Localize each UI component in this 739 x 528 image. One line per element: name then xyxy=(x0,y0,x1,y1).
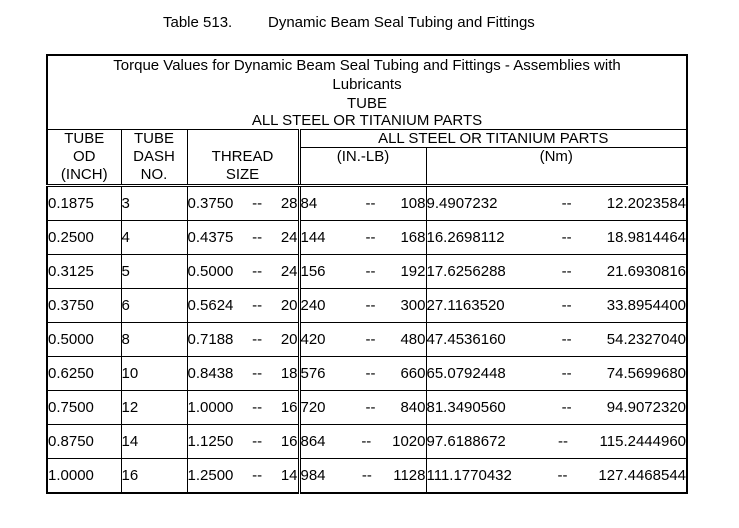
separator: -- xyxy=(361,433,372,450)
cell-tube-od: 0.1875 xyxy=(47,186,121,221)
col-tube-dash-line3: NO. xyxy=(140,166,168,183)
cell-inlb xyxy=(299,391,426,425)
col-thread-line2: SIZE xyxy=(225,166,260,183)
cell-thread-size xyxy=(187,459,299,494)
torque-table xyxy=(46,54,688,494)
thread-pitch: 28 xyxy=(280,195,298,212)
header-line-4: ALL STEEL OR TITANIUM PARTS xyxy=(251,112,483,129)
nm-max: 18.9814464 xyxy=(606,229,687,246)
separator: -- xyxy=(252,433,263,450)
separator: -- xyxy=(561,331,572,348)
nm-max: 127.4468544 xyxy=(598,467,687,484)
cell-thread-size xyxy=(187,425,299,459)
cell-thread-size xyxy=(187,391,299,425)
cell-inlb xyxy=(299,425,426,459)
cell-tube-dash: 14 xyxy=(121,425,187,459)
col-tube-od-line2: OD xyxy=(73,148,96,165)
cell-thread-size xyxy=(187,255,299,289)
nm-min: 17.6256288 xyxy=(426,263,506,280)
thread-diameter: 1.1250 xyxy=(187,433,234,450)
nm-max: 74.5699680 xyxy=(606,365,687,382)
nm-min: 81.3490560 xyxy=(426,399,506,416)
nm-min: 97.6188672 xyxy=(426,433,506,450)
cell-tube-dash: 12 xyxy=(121,391,187,425)
col-tube-dash-line1: TUBE xyxy=(133,130,174,147)
col-tube-od-line3: (INCH) xyxy=(60,166,108,183)
inlb-max: 1020 xyxy=(392,433,426,450)
thread-pitch: 24 xyxy=(280,229,298,246)
cell-tube-od: 0.6250 xyxy=(47,357,121,391)
thread-diameter: 1.0000 xyxy=(187,399,234,416)
inlb-min: 420 xyxy=(300,331,326,348)
cell-nm xyxy=(426,221,687,255)
thread-diameter: 0.3750 xyxy=(187,195,234,212)
thread-pitch: 20 xyxy=(280,331,298,348)
table-row xyxy=(47,391,687,425)
separator: -- xyxy=(561,263,572,280)
header-line-2: Lubricants xyxy=(332,76,402,93)
separator: -- xyxy=(561,365,572,382)
header-line-1: Torque Values for Dynamic Beam Seal Tubing and Fittings - Assemblies with xyxy=(113,57,621,74)
separator: -- xyxy=(557,467,568,484)
thread-pitch: 16 xyxy=(280,433,298,450)
inlb-max: 840 xyxy=(400,399,426,416)
inlb-max: 480 xyxy=(400,331,426,348)
thread-pitch: 18 xyxy=(280,365,298,382)
cell-nm xyxy=(426,323,687,357)
table-row xyxy=(47,186,687,221)
separator: -- xyxy=(252,331,263,348)
cell-tube-dash: 3 xyxy=(121,186,187,221)
cell-inlb xyxy=(299,255,426,289)
nm-min: 111.1770432 xyxy=(426,467,512,484)
table-row xyxy=(47,221,687,255)
cell-inlb xyxy=(299,323,426,357)
table-row xyxy=(47,323,687,357)
separator: -- xyxy=(365,195,376,212)
col-thread-line1: THREAD xyxy=(211,148,274,165)
thread-pitch: 20 xyxy=(280,297,298,314)
nm-max: 21.6930816 xyxy=(606,263,687,280)
col-tube-dash-line2: DASH xyxy=(133,148,175,165)
cell-inlb xyxy=(299,221,426,255)
separator: -- xyxy=(365,297,376,314)
separator: -- xyxy=(252,263,263,280)
cell-tube-od: 0.3125 xyxy=(47,255,121,289)
cell-tube-dash: 8 xyxy=(121,323,187,357)
inlb-max: 168 xyxy=(400,229,426,246)
cell-tube-od: 0.7500 xyxy=(47,391,121,425)
header-line-3: TUBE xyxy=(347,95,388,112)
thread-diameter: 0.4375 xyxy=(187,229,234,246)
inlb-min: 156 xyxy=(300,263,326,280)
separator: -- xyxy=(365,331,376,348)
separator: -- xyxy=(561,195,572,212)
cell-nm xyxy=(426,425,687,459)
inlb-max: 300 xyxy=(400,297,426,314)
thread-pitch: 24 xyxy=(280,263,298,280)
cell-thread-size xyxy=(187,289,299,323)
nm-max: 94.9072320 xyxy=(606,399,687,416)
col-tube-od xyxy=(47,130,121,186)
inlb-max: 1128 xyxy=(393,467,426,484)
cell-tube-od: 0.2500 xyxy=(47,221,121,255)
cell-nm xyxy=(426,459,687,494)
separator: -- xyxy=(252,229,263,246)
inlb-min: 984 xyxy=(300,467,326,484)
nm-max: 115.2444960 xyxy=(599,433,687,450)
inlb-max: 192 xyxy=(400,263,426,280)
cell-nm xyxy=(426,289,687,323)
cell-thread-size xyxy=(187,357,299,391)
thread-pitch: 16 xyxy=(280,399,298,416)
nm-min: 47.4536160 xyxy=(426,331,506,348)
col-group-steel: ALL STEEL OR TITANIUM PARTS xyxy=(299,130,687,148)
cell-inlb xyxy=(299,357,426,391)
inlb-min: 864 xyxy=(300,433,326,450)
cell-tube-od: 0.5000 xyxy=(47,323,121,357)
separator: -- xyxy=(365,399,376,416)
col-tube-od-line1: TUBE xyxy=(64,130,105,147)
cell-tube-dash: 5 xyxy=(121,255,187,289)
cell-nm xyxy=(426,255,687,289)
cell-tube-dash: 4 xyxy=(121,221,187,255)
separator: -- xyxy=(252,297,263,314)
separator: -- xyxy=(252,399,263,416)
thread-diameter: 0.7188 xyxy=(187,331,234,348)
nm-min: 16.2698112 xyxy=(426,229,505,246)
cell-nm xyxy=(426,357,687,391)
table-row xyxy=(47,289,687,323)
nm-max: 54.2327040 xyxy=(606,331,687,348)
nm-max: 33.8954400 xyxy=(606,297,687,314)
inlb-min: 240 xyxy=(300,297,326,314)
table-row xyxy=(47,459,687,494)
separator: -- xyxy=(361,467,372,484)
inlb-min: 84 xyxy=(300,195,318,212)
cell-tube-dash: 6 xyxy=(121,289,187,323)
cell-thread-size xyxy=(187,221,299,255)
cell-tube-od: 0.8750 xyxy=(47,425,121,459)
cell-tube-od: 0.3750 xyxy=(47,289,121,323)
cell-thread-size xyxy=(187,186,299,221)
cell-inlb xyxy=(299,289,426,323)
thread-diameter: 0.5000 xyxy=(187,263,234,280)
separator: -- xyxy=(365,229,376,246)
col-nm: (Nm) xyxy=(426,148,687,186)
col-inlb: (IN.-LB) xyxy=(299,148,426,186)
separator: -- xyxy=(561,297,572,314)
table-number: Table 513. xyxy=(163,14,233,31)
cell-inlb xyxy=(299,186,426,221)
thread-diameter: 1.2500 xyxy=(187,467,234,484)
cell-tube-dash: 16 xyxy=(121,459,187,494)
inlb-max: 660 xyxy=(400,365,426,382)
inlb-max: 108 xyxy=(400,195,426,212)
table-header xyxy=(47,55,687,130)
separator: -- xyxy=(558,433,569,450)
separator: -- xyxy=(252,195,263,212)
table-title: Dynamic Beam Seal Tubing and Fittings xyxy=(268,14,535,31)
separator: -- xyxy=(252,365,263,382)
thread-diameter: 0.5624 xyxy=(187,297,234,314)
table-row xyxy=(47,255,687,289)
separator: -- xyxy=(252,467,263,484)
cell-nm xyxy=(426,391,687,425)
cell-tube-od: 1.0000 xyxy=(47,459,121,494)
inlb-min: 144 xyxy=(300,229,326,246)
inlb-min: 576 xyxy=(300,365,326,382)
nm-min: 27.1163520 xyxy=(426,297,505,314)
cell-tube-dash: 10 xyxy=(121,357,187,391)
thread-diameter: 0.8438 xyxy=(187,365,234,382)
nm-max: 12.2023584 xyxy=(606,195,687,212)
cell-inlb xyxy=(299,459,426,494)
inlb-min: 720 xyxy=(300,399,326,416)
table-row xyxy=(47,425,687,459)
table-row xyxy=(47,357,687,391)
separator: -- xyxy=(561,229,572,246)
separator: -- xyxy=(561,399,572,416)
cell-nm xyxy=(426,186,687,221)
separator: -- xyxy=(365,365,376,382)
nm-min: 65.0792448 xyxy=(426,365,506,382)
separator: -- xyxy=(365,263,376,280)
col-thread-size xyxy=(187,130,299,186)
col-tube-dash xyxy=(121,130,187,186)
nm-min: 9.4907232 xyxy=(426,195,498,212)
thread-pitch: 14 xyxy=(280,467,298,484)
cell-thread-size xyxy=(187,323,299,357)
